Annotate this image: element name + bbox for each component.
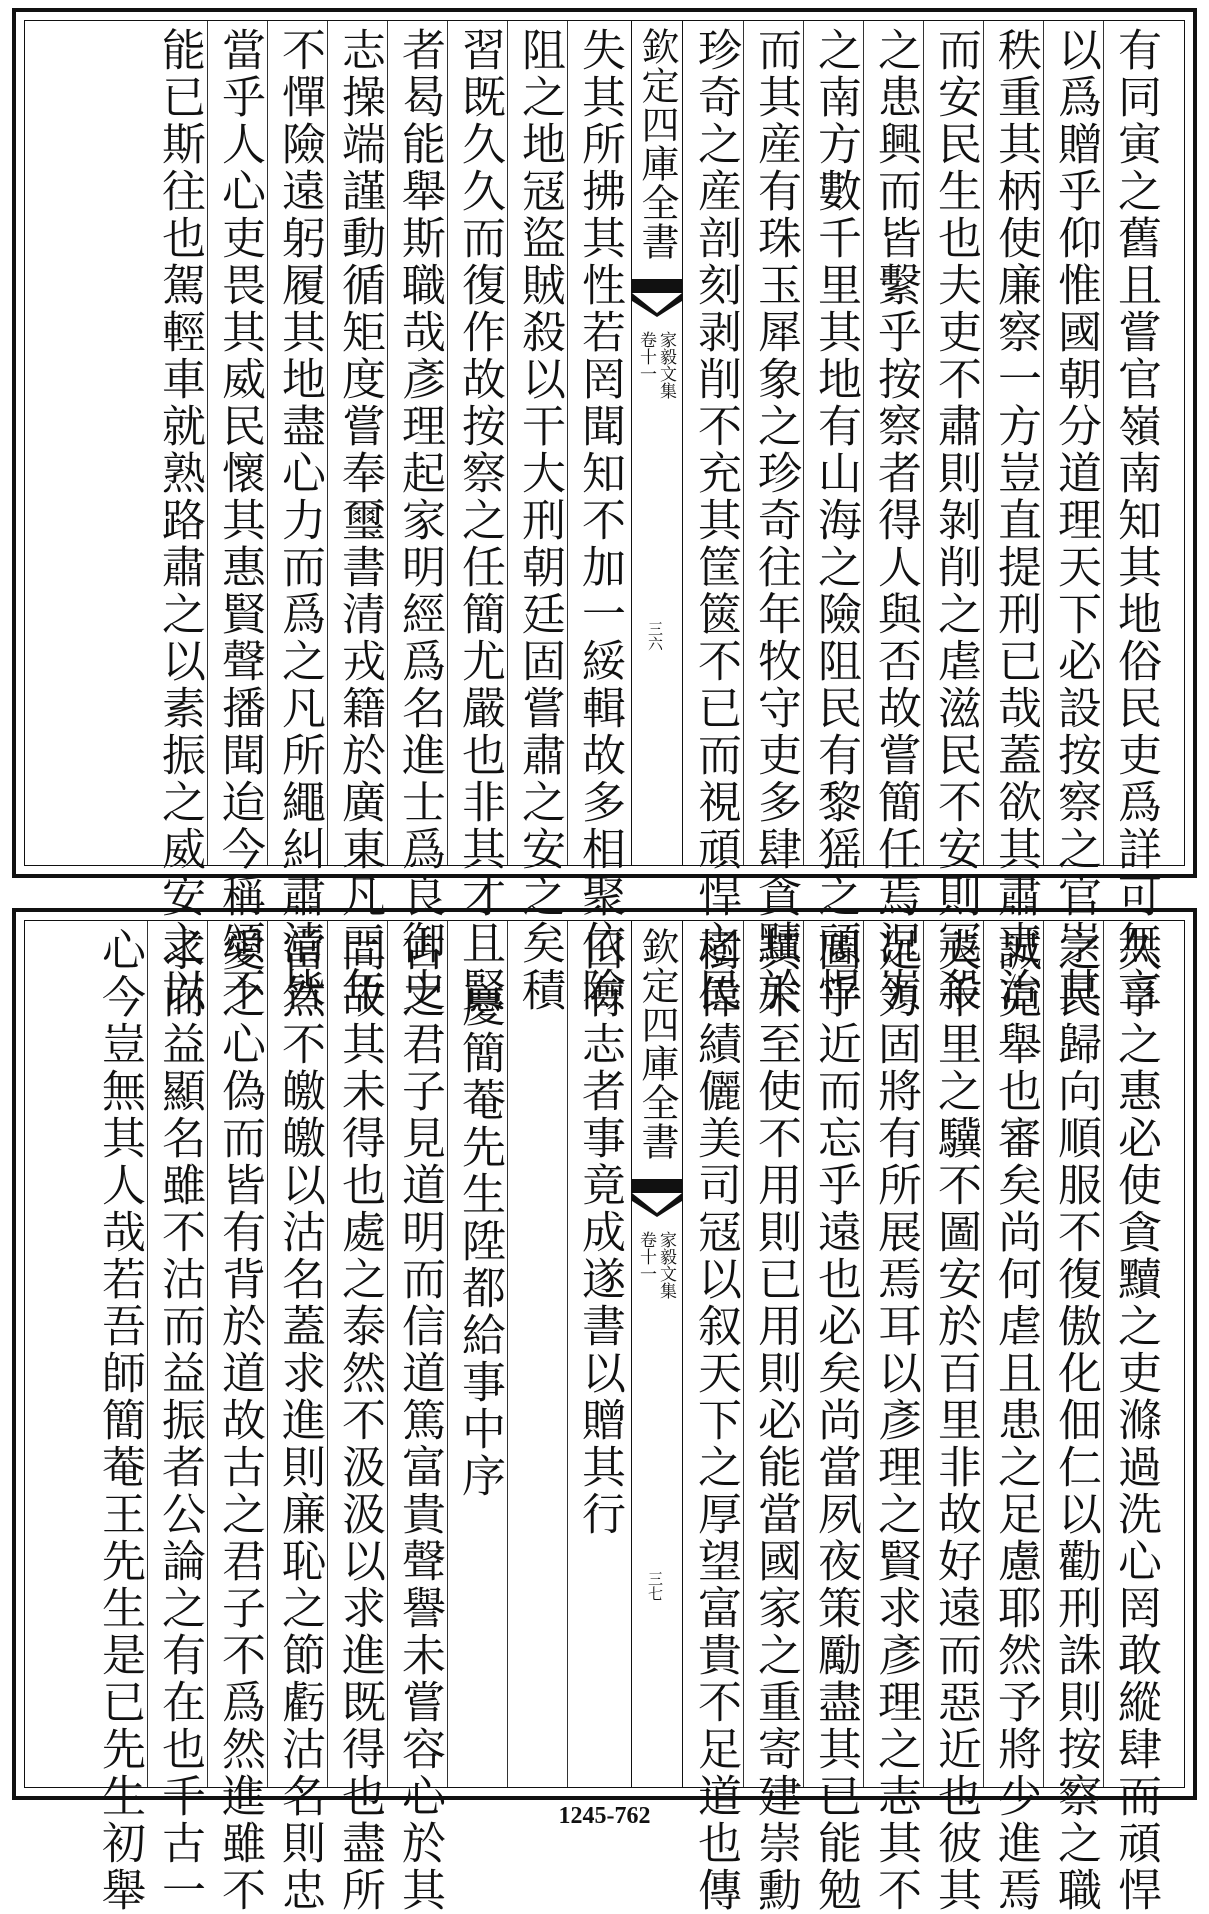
text-column: 愛之心偽而皆有背於道故古之君子不爲然進雖不 [214,927,265,1914]
text-column: 志操端謹動循矩度嘗奉璽書清戎籍於廣東凡三年 [334,27,385,1014]
center-fold [631,21,683,865]
text-column: 古之君子見道明而信道篤富貴聲譽未嘗容心於其 [394,927,445,1914]
text-column: 心今豈無其人哉若吾師簡菴王先生是已先生初舉 [94,927,145,1914]
column-rule [1103,21,1104,865]
collection-name: 家毅文集 [656,331,676,399]
column-rule [387,21,388,865]
column-rule [327,921,328,1787]
fish-tail-mark [632,1179,682,1217]
text-column: 曰有志者事竟成遂書以贈其行 [574,927,625,1538]
text-column: 夫千里之驥不圖安於百里非故好遠而惡近也彼其 [930,927,981,1914]
text-column: 不憚險遠躬履其地盡心力而爲之凡所繩糾肅清皆 [274,27,325,1014]
column-rule [923,921,924,1787]
column-rule [507,21,508,865]
column-rule [447,21,448,865]
column-rule [923,21,924,865]
book-title: 欽定四庫全書 [635,27,679,261]
column-rule [983,21,984,865]
text-column: 而安民生也夫吏不肅則剝削之虐滋民不安則冦殺 [930,27,981,1014]
column-rule [387,921,388,1787]
text-column: 之南方數千里其地有山海之險阻民有黎猺之頑悍 [810,27,861,1014]
column-rule [863,21,864,865]
column-rule [267,921,268,1787]
text-column: 樹偉績儷美司冦以叙天下之厚望富貴不足道也傳 [690,927,741,1914]
text-column: 失其所拂其性若罔聞知不加一綏輯故多相聚依險 [574,27,625,1014]
text-column: 當然不皦皦以沽名蓋求進則廉恥之節虧沽名則忠 [274,927,325,1914]
column-rule [1043,921,1044,1787]
column-rule [567,921,568,1787]
text-column: 習既久久而復作故按察之任簡尤嚴也非其才且賢 [454,27,505,1014]
text-column: 久孚之惠必使貪黷之吏滌過洗心罔敢縱肆而頑悍 [1110,927,1161,1914]
column-rule [327,21,328,865]
text-column: 而其産有珠玉犀象之珍奇往年牧守吏多肆貪黷於 [750,27,801,1014]
panel-frame [24,20,1185,1014]
book-title: 欽定四庫全書 [635,927,679,1161]
text-column: 當乎人心吏畏其威民懷其惠賢聲播聞迨今稱頌不 [214,27,265,1014]
collection-name: 家毅文集 [656,1231,676,1299]
text-column: 誠克舉也審矣尚何虐且患之足慮耶然予將少進焉 [990,927,1041,1914]
page-number-footer: 1245-762 [558,1803,651,1829]
text-column: 足力固將有所展焉耳以彥理之賢求彥理之志其不 [870,927,921,1914]
text-column: 有同寅之舊且嘗官嶺南知其地俗民吏爲詳可無言 [1110,27,1161,1014]
text-column: 圖乎近而忘乎遠也必矣尚當夙夜策勵盡其已能勉 [810,927,861,1914]
text-column: 者曷能舉斯職哉彥理起家明經爲名進士爲良御史 [394,27,445,1014]
text-column: 以爲贈乎仰惟國朝分道理天下必設按察之官崇其 [1050,27,1101,1014]
text-column: 阻之地冦盜賊殺以干大刑朝廷固嘗肅之安之矣積 [514,27,565,1014]
text-column: 之患興而皆繫乎按察者得人與否故嘗簡任焉況嶺 [870,27,921,1014]
folio-number: 三七 [646,1571,664,1601]
column-rule [507,921,508,1787]
text-column: 其未至使不用則已用則必能當國家之重寄建崇勳 [750,927,801,1914]
page-panel-top [12,8,1197,1014]
column-rule [147,921,148,1787]
column-rule [267,21,268,865]
column-rule [567,21,568,865]
text-column: 間故其未得也處之泰然不汲汲以求進既得也盡所 [334,927,385,1914]
folio-number: 三六 [646,621,664,651]
column-rule [1043,21,1044,865]
text-column: 求而益顯名雖不沽而益振者公論之有在也千古一 [154,927,205,1914]
column-rule [743,21,744,865]
fish-tail-mark [632,279,682,317]
section-title: 慶簡菴先生陞都給事中序 [454,983,505,1500]
volume-number: 卷十一 [636,1231,656,1282]
text-column: 珍奇之産剖刻剥削不充其筐篋不已而視頑悍之民 [690,27,741,1014]
column-rule [803,921,804,1787]
column-rule [207,21,208,865]
text-column: 能已斯往也駕輕車就熟路肅之以素振之威安之以 [154,27,205,1014]
column-rule [207,921,208,1787]
text-column: 秩重其柄使廉察一方豈直提刑已哉蓋欲其肅吏治 [990,27,1041,1014]
column-rule [447,921,448,1787]
column-rule [743,921,744,1787]
column-rule [863,921,864,1787]
volume-number: 卷十一 [636,331,656,382]
column-rule [1103,921,1104,1787]
column-rule [983,921,984,1787]
text-column: 之民歸向順服不復傲化佃仁以勸刑誅則按察之職 [1050,927,1101,1914]
center-fold [631,921,683,1787]
column-rule [803,21,804,865]
